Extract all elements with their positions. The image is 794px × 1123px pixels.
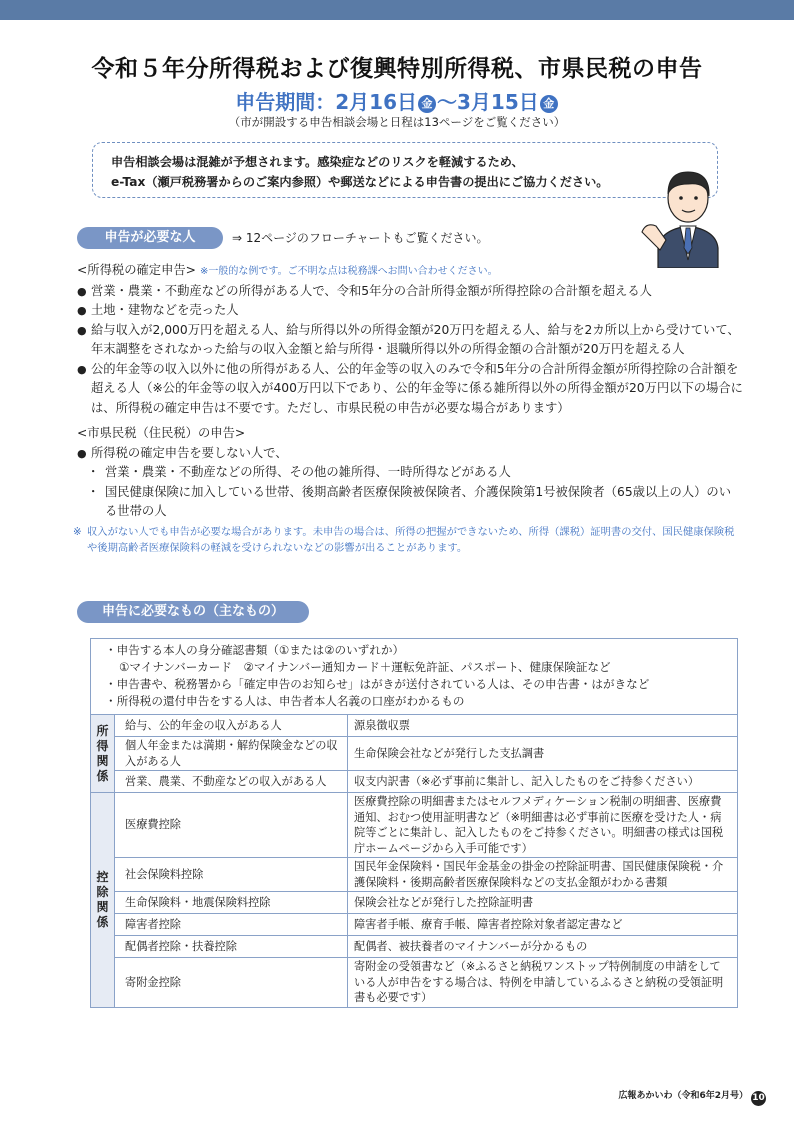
friday-badge: 金	[540, 95, 558, 113]
table-row	[91, 715, 738, 737]
publication-name: 広報あかいわ（令和6年2月号）	[618, 1091, 748, 1101]
table-row	[91, 793, 738, 858]
period-end: ～3月15日	[437, 90, 539, 114]
case-cell: 営業、農業、不動産などの収入がある人	[115, 771, 348, 793]
notice-line: 申告相談会場は混雑が予想されます。感染症などのリスクを軽減するため、	[111, 155, 524, 169]
table-note: ・申告書や、税務署から「確定申告のお知らせ」はがきが送付されている人は、その申告書・はがきなど	[105, 677, 650, 691]
table-row	[91, 958, 738, 1008]
docs-cell: 配偶者、被扶養者のマイナンバーが分かるもの	[348, 936, 738, 958]
case-cell: 社会保険料控除	[115, 858, 348, 892]
notice-line: e-Tax（瀬戸税務署からのご案内参照）や郵送などによる申告書の提出にご協力ください。	[111, 175, 609, 189]
case-cell: 寄附金控除	[115, 958, 348, 1008]
page-footer	[618, 1088, 766, 1106]
income-tax-heading: <所得税の確定申告> ※一般的な例です。ご不明な点は税務課へお問い合わせください。	[77, 263, 498, 277]
table-note: ・申告する本人の身分確認書類（①または②のいずれか）	[105, 643, 405, 657]
top-bar	[0, 0, 794, 20]
list-item: ● 所得税の確定申告を要しない人で、	[77, 444, 743, 464]
page-number: 10	[751, 1091, 766, 1106]
list-item: ● 公的年金等の収入以外に他の所得がある人、公的年金等の収入のみで令和5年分の合計所得金額が所得控除の合計額を超える人（※公的年金等の収入が400万円以下であり、公的年金等に係る雑所得以外の所得金額が20万円以下の場合には、所得税の確定申告は不要です。ただし、市県民税の申告が必要な場合があります）	[77, 360, 743, 419]
case-cell: 配偶者控除・扶養控除	[115, 936, 348, 958]
deduction-category-label: 控除関係	[91, 793, 115, 1008]
sub-list-item: ・ 営業・農業・不動産などの所得、その他の雑所得、一時所得などがある人	[77, 463, 743, 483]
table-note: ①マイナンバーカード ②マイナンバー通知カード＋運転免許証、パスポート、健康保険証など	[119, 660, 611, 674]
case-cell: 障害者控除	[115, 914, 348, 936]
footnote: ※ 収入がない人でも申告が必要な場合があります。未申告の場合は、所得の把握ができないため、所得（課税）証明書の交付、国民健康保険税や後期高齢者医療保険料の軽減を受けられないなどの影響が出ることがあります。	[73, 524, 743, 556]
list-item: ● 土地・建物などを売った人	[77, 301, 743, 321]
table-note: ・所得税の還付申告をする人は、申告者本人名義の口座がわかるもの	[105, 694, 465, 708]
docs-cell: 収支内訳書（※必ず事前に集計し、記入したものをご持参ください）	[348, 771, 738, 793]
list-item: ● 営業・農業・不動産などの所得がある人で、令和5年分の合計所得金額が所得控除の合計額を超える人	[77, 282, 743, 302]
page-title: 令和５年分所得税および復興特別所得税、市県民税の申告	[91, 56, 703, 82]
docs-cell: 源泉徴収票	[348, 715, 738, 737]
notice-box	[92, 142, 718, 198]
docs-cell: 国民年金保険料・国民年金基金の掛金の控除証明書、国民健康保険税・介護保険料・後期高齢者医療保険料などの支払金額がわかる書類	[348, 858, 738, 892]
required-items-heading: 申告に必要なもの（主なもの）	[77, 601, 309, 623]
required-documents-table	[90, 638, 738, 1008]
docs-cell: 障害者手帳、療育手帳、障害者控除対象者認定書など	[348, 914, 738, 936]
table-row	[91, 771, 738, 793]
case-cell: 医療費控除	[115, 793, 348, 858]
case-cell: 給与、公的年金の収入がある人	[115, 715, 348, 737]
period-note: （市が開設する申告相談会場と日程は13ページをご覧ください）	[228, 115, 566, 129]
table-row	[91, 936, 738, 958]
table-row	[91, 858, 738, 892]
general-documents-cell	[91, 639, 738, 715]
income-category-label: 所得関係	[91, 715, 115, 793]
list-item: ● 給与収入が2,000万円を超える人、給与所得以外の所得金額が20万円を超える人、給与を2カ所以上から受けていて、年末調整をされなかった給与の収入金額と給与所得・退職所得以外の所得金額の合計額が20万円を超える人	[77, 321, 743, 360]
required-persons-content	[77, 261, 743, 556]
required-persons-heading: 申告が必要な人	[77, 227, 223, 249]
friday-badge: 金	[418, 95, 436, 113]
case-cell: 個人年金または満期・解約保険金などの収入がある人	[115, 737, 348, 771]
table-row	[91, 914, 738, 936]
flowchart-reference: ⇒ 12ページのフローチャートもご覧ください。	[232, 231, 489, 245]
docs-cell: 医療費控除の明細書またはセルフメディケーション税制の明細書、医療費通知、おむつ使用証明書など（※明細書は必ず事前に医療を受けた人・病院等ごとに集計し、記入したものをご持参ください。明細書の様式は国税庁ホームページから入手可能です）	[348, 793, 738, 858]
sub-list-item: ・ 国民健康保険に加入している世帯、後期高齢者医療保険被保険者、介護保険第1号被保険者（65歳以上の人）のいる世帯の人	[77, 483, 743, 522]
case-cell: 生命保険料・地震保険料控除	[115, 892, 348, 914]
businessman-illustration	[640, 160, 736, 268]
table-row	[91, 892, 738, 914]
period-start: 申告期間：2月16日	[235, 90, 417, 114]
income-tax-note: ※一般的な例です。ご不明な点は税務課へお問い合わせください。	[199, 266, 498, 277]
docs-cell: 保険会社などが発行した控除証明書	[348, 892, 738, 914]
docs-cell: 生命保険会社などが発行した支払調書	[348, 737, 738, 771]
resident-tax-heading: <市県民税（住民税）の申告>	[77, 426, 246, 440]
table-row	[91, 737, 738, 771]
docs-cell: 寄附金の受領書など（※ふるさと納税ワンストップ特例制度の申請をしている人が申告をする場合は、特例を申請しているふるさと納税の受領証明書も必要です）	[348, 958, 738, 1008]
filing-period	[0, 86, 794, 115]
